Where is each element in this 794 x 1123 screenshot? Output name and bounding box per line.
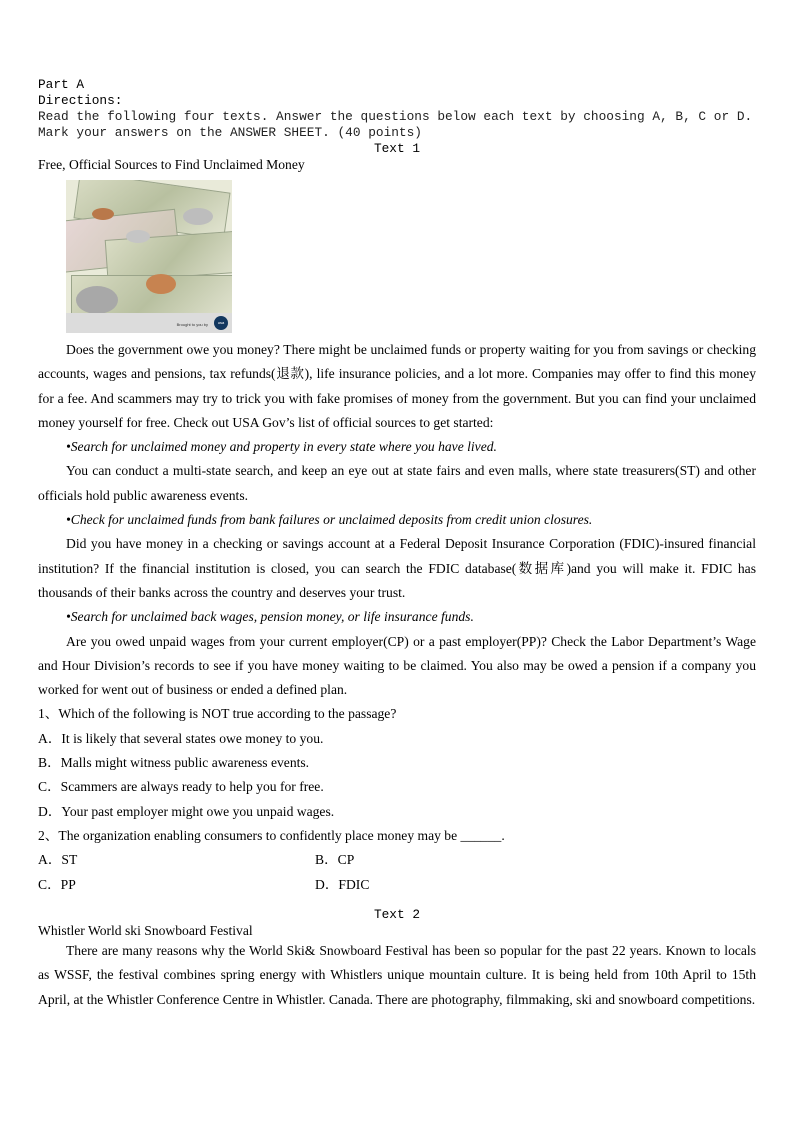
question-1: 1、Which of the following is NOT true according to the passage? — [38, 706, 397, 722]
option-1d: D．Your past employer might owe you unpaid wages. — [38, 803, 335, 819]
text1-heading: Text 1 — [373, 141, 421, 156]
text2-section — [38, 907, 756, 1012]
text1-title: Free, Official Sources to Find Unclaimed Money — [38, 157, 305, 172]
paragraph: You can conduct a multi-state search, and keep an eye out at state fairs and even malls, where state treasurers(ST) and other officials hold public awareness events. — [38, 463, 756, 503]
text1-body — [38, 338, 756, 897]
option-1b: B．Malls might witness public awareness events. — [38, 755, 310, 771]
directions-label: Directions: — [38, 93, 123, 108]
bullet-point: •Check for unclaimed funds from bank failures or unclaimed deposits from credit union closures. — [66, 512, 593, 528]
option-2b: B．CP — [315, 852, 355, 868]
money-photo — [66, 180, 232, 333]
text2-heading: Text 2 — [373, 907, 421, 922]
exam-header — [38, 77, 756, 173]
usagov-logo: usa — [214, 316, 228, 330]
question-2: 2、The organization enabling consumers to confidently place money may be ______. — [38, 827, 505, 843]
part-label: Part A — [38, 77, 85, 92]
image-caption: Brought to you by — [176, 322, 208, 327]
paragraph: Does the government owe you money? There might be unclaimed funds or property waiting for you from savings or checking accounts, wages and pensions, tax refunds(退款), life insurance policies, and a lot more. Companies may offer to find this money for a fee. And scammers may try to trick you with fake promises of money from the government. But you can find your unclaimed money yourself for free. Check out USA Gov’s list of official sources to get started: — [38, 342, 756, 430]
paragraph: There are many reasons why the World Ski& Snowboard Festival has been so popular for the past 22 years. Known to locals as WSSF, the festival combines spring energy with Whistlers unique mountain culture. It is being held from 10th April to 15th April, at the Whistler Conference Centre in Whistler. Canada. There are photography, filmmaking, ski and snowboard competitions. — [38, 943, 756, 1007]
bullet-point: •Search for unclaimed money and property in every state where you have lived. — [66, 439, 497, 455]
option-2d: D．FDIC — [315, 876, 370, 892]
option-1a: A．It is likely that several states owe money to you. — [38, 730, 324, 746]
paragraph: Did you have money in a checking or savings account at a Federal Deposit Insurance Corporation (FDIC)-insured financial institution? If the financial institution is closed, you can search the FDIC database(数据库)and you will make it. FDIC has thousands of their banks across the country and deserves your trust. — [38, 536, 756, 600]
option-1c: C．Scammers are always ready to help you for free. — [38, 779, 324, 795]
paragraph: Are you owed unpaid wages from your current employer(CP) or a past employer(PP)? Check the Labor Department’s Wage and Hour Division’s records to see if you have money waiting to be claimed. You also may be owed a pension if a company you worked for went out of business or ended a defined plan. — [38, 633, 756, 698]
bullet-point: •Search for unclaimed back wages, pension money, or life insurance funds. — [66, 609, 474, 625]
option-2a: A．ST — [38, 852, 78, 868]
text2-title: Whistler World ski Snowboard Festival — [38, 923, 253, 938]
directions-text: Read the following four texts. Answer the questions below each text by choosing A, B, C or D. Mark your answers on the ANSWER SHEET. (40 points) — [38, 109, 753, 140]
option-2c: C．PP — [38, 876, 76, 892]
